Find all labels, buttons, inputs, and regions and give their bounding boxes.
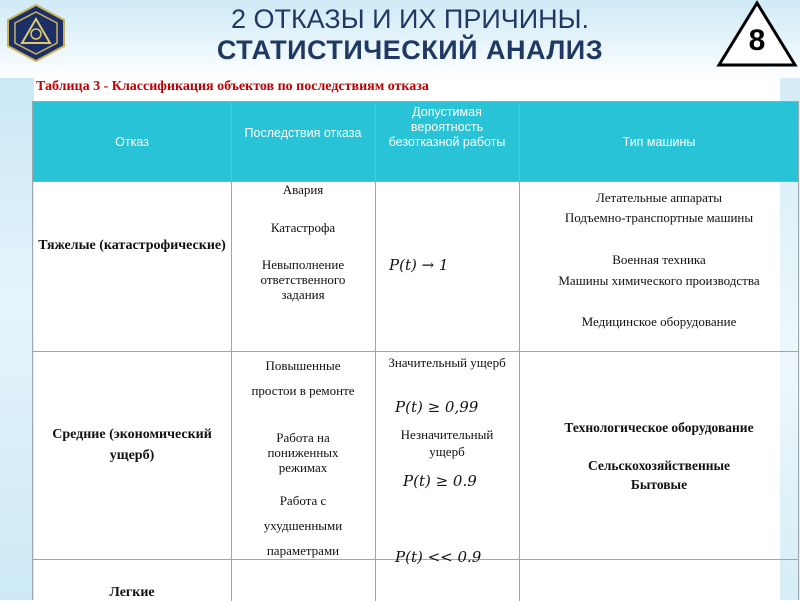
machine-item: Бытовые xyxy=(630,477,688,492)
table-caption: Таблица 3 - Классификация объектов по последствиям отказа xyxy=(36,79,429,94)
damage-label: Значительный ущерб xyxy=(388,355,506,370)
machine-item: Медицинское оборудование xyxy=(581,314,737,329)
column-header-probability: Допустимая вероятность безотказной работы xyxy=(388,105,506,149)
slide-number: 8 xyxy=(748,24,766,57)
consequence-item: Авария xyxy=(282,182,324,197)
machine-item: Машины химического производства xyxy=(558,273,760,288)
consequence-item: Катастрофа xyxy=(270,220,336,235)
slide-number-badge xyxy=(716,0,798,68)
row-failure-light: Легкие xyxy=(109,585,155,600)
probability-formula: P(t) << 0.9 xyxy=(395,548,482,566)
machine-item: Летательные аппараты xyxy=(596,190,722,205)
consequence-item: Повышенные простои в ремонте xyxy=(251,358,355,398)
damage-label: Незначительный ущерб xyxy=(400,427,494,459)
probability-formula: P(t) → 1 xyxy=(389,256,449,274)
page-title xyxy=(150,4,670,66)
machine-item: Военная техника xyxy=(612,252,706,267)
column-header-machine-type: Тип машины xyxy=(622,135,696,149)
column-header-failure: Отказ xyxy=(115,135,149,149)
column-header-consequences: Последствия отказа xyxy=(244,126,362,140)
row-failure-severe: Тяжелые (катастрофические) xyxy=(38,238,226,253)
machine-item: Технологическое оборудование xyxy=(564,420,754,435)
consequence-item: Работа на пониженных режимах xyxy=(267,430,339,475)
classification-table xyxy=(32,101,799,600)
row-failure-medium: Средние (экономический ущерб) xyxy=(52,427,212,463)
title-line-2: СТАТИСТИЧЕСКИЙ АНАЛИЗ xyxy=(216,35,604,65)
machine-item: Сельскохозяйственные xyxy=(587,458,731,473)
title-line-1: 2 ОТКАЗЫ И ИХ ПРИЧИНЫ. xyxy=(230,4,590,34)
consequence-item: Работа с ухудшенными параметрами xyxy=(263,493,343,558)
university-logo xyxy=(4,3,68,63)
consequence-item: Невыполнение ответственного задания xyxy=(260,257,346,302)
probability-formula: P(t) ≥ 0.9 xyxy=(403,472,477,490)
decor-left xyxy=(0,0,34,600)
machine-item: Подъемно-транспортные машины xyxy=(564,210,754,225)
probability-formula: P(t) ≥ 0,99 xyxy=(395,398,479,416)
